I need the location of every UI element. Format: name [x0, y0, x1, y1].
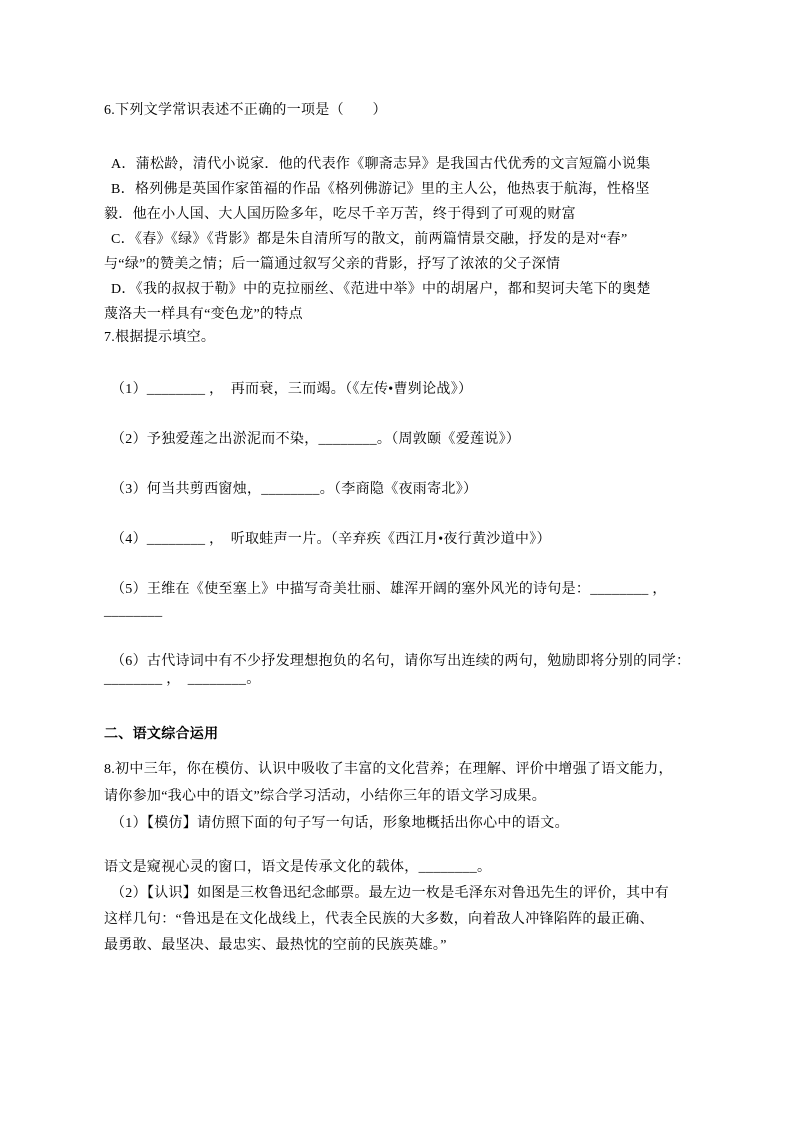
q8-part2-line1: （2）【认识】如图是三枚鲁迅纪念邮票。最左边一枚是毛泽东对鲁迅先生的评价，其中有: [111, 886, 669, 901]
q8-intro-line2: 请你参加“我心中的语文”综合学习活动，小结你三年的语文学习成果。: [104, 789, 547, 804]
q7-item-6-line1: （6）古代诗词中有不少抒发理想抱负的名句，请你写出连续的两句，勉励即将分别的同学：: [111, 654, 691, 669]
q6-option-b-line2: 毅．他在小人国、大人国历险多年，吃尽千辛万苦，终于得到了可观的财富: [104, 207, 576, 222]
q7-item-5-blank-line: ________: [104, 604, 163, 619]
q6-option-a: A．蒲松龄，清代小说家．他的代表作《聊斋志异》是我国古代优秀的文言短篇小说集: [111, 157, 651, 172]
q7-item-1: （1）________ ， 再而衰，三而竭。（《左传•曹刿论战》）: [111, 382, 473, 397]
q7-stem: 7.根据提示填空。: [104, 330, 216, 345]
q7-item-6-blank-line: ________ ， ________。: [104, 672, 261, 687]
q7-item-3: （3）何当共剪西窗烛，________。（李商隐《夜雨寄北》）: [111, 482, 478, 497]
q8-part1: （1）【模仿】请仿照下面的句子写一句话，形象地概括出你心中的语文。: [111, 816, 569, 831]
q6-option-d-line2: 蔑洛夫一样具有“变色龙”的特点: [104, 307, 303, 322]
q6-option-c-line1: C．《春》《绿》《背影》都是朱自清所写的散文，前两篇情景交融，抒发的是对“春”: [111, 232, 628, 247]
q6-stem: 6.下列文学常识表述不正确的一项是（ ）: [104, 103, 387, 118]
q8-intro-line1: 8.初中三年，你在模仿、认识中吸收了丰富的文化营养；在理解、评价中增强了语文能力，: [104, 762, 673, 777]
q7-item-4: （4）________ ， 听取蛙声一片。（辛弃疾《西江月•夜行黄沙道中》）: [111, 532, 551, 547]
q6-option-b-line1: B．格列佛是英国作家笛福的作品《格列佛游记》里的主人公，他热衷于航海，性格坚: [111, 182, 650, 197]
q7-item-5-line1: （5）王维在《使至塞上》中描写奇美壮丽、雄浑开阔的塞外风光的诗句是：________ ，: [111, 582, 667, 597]
q8-part2-line2: 这样几句：“鲁迅是在文化战线上，代表全民族的大多数，向着敌人冲锋陷阵的最正确、: [104, 912, 654, 927]
q6-option-c-line2: 与“绿”的赞美之情；后一篇通过叙写父亲的背影，抒写了浓浓的父子深情: [104, 257, 561, 272]
section-2-heading: 二、语文综合运用: [104, 727, 219, 742]
q8-part2-line3: 最勇敢、最坚决、最忠实、最热忱的空前的民族英雄。”: [104, 938, 447, 953]
q8-example-sentence: 语文是窥视心灵的窗口，语文是传承文化的载体，________。: [104, 860, 492, 875]
q7-item-2: （2）予独爱莲之出淤泥而不染，________。（周敦颐《爱莲说》）: [111, 432, 521, 447]
q6-option-d-line1: D．《我的叔叔于勒》中的克拉丽丝、《范进中举》中的胡屠户，都和契诃夫笔下的奥楚: [111, 282, 651, 297]
